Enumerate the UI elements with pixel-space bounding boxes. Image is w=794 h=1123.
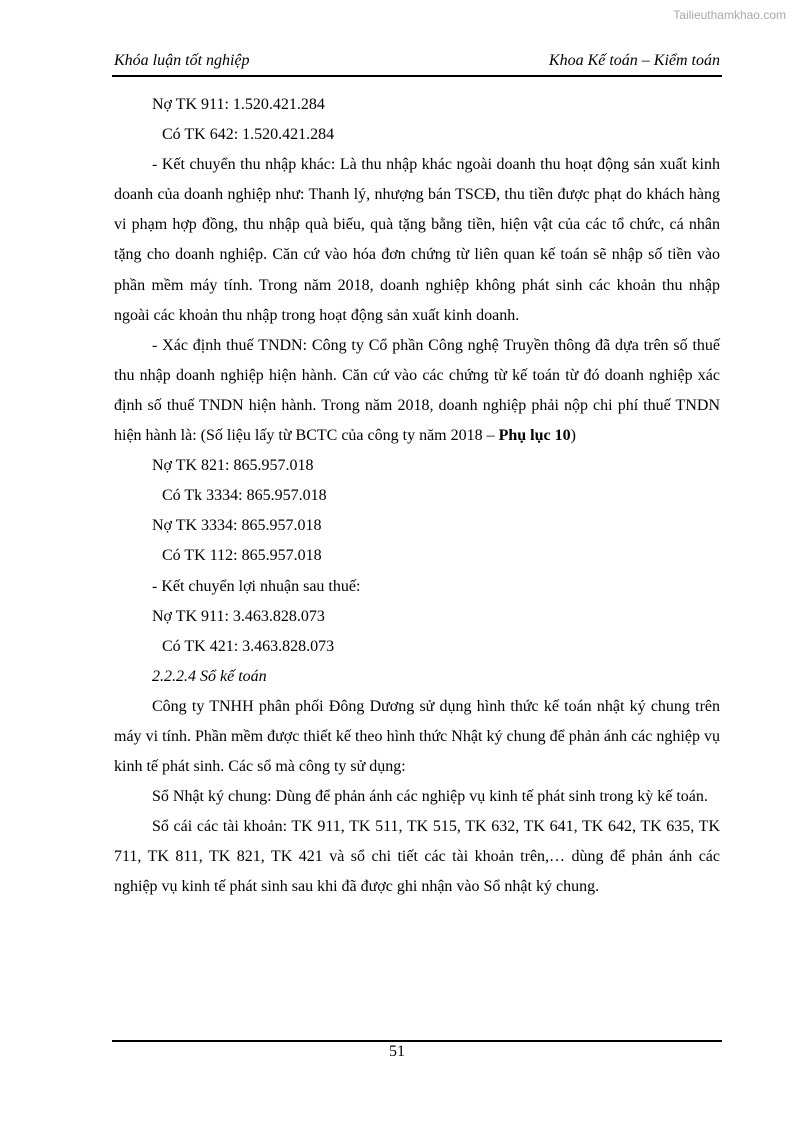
entry4-credit: Có TK 421: 3.463.828.073 — [162, 637, 335, 655]
entry2-debit: Nợ TK 821: 865.957.018 — [152, 457, 314, 475]
entry4-debit: Nợ TK 911: 3.463.828.073 — [152, 607, 325, 625]
tax-paragraph-close: ) — [570, 427, 576, 445]
tax-paragraph-text: - Xác định thuế TNDN: Công ty Cổ phần Công nghệ Truyền thông đã dựa trên số thuế thu nhập doanh nghiệp hiện hành. Căn cứ vào các chứng từ kế toán từ đó doanh nghiệp xác định số thuế TNDN hiện hành. Trong năm 2018, doanh nghiệp phải nộp chi phí thuế TNDN hiện hành là: (Số liệu lấy từ BCTC của công ty năm 2018 – — [114, 336, 720, 445]
entry3-credit: Có TK 112: 865.957.018 — [162, 547, 322, 565]
watermark-text: Tailieuthamkhao.com — [673, 8, 786, 22]
page-header — [114, 51, 720, 71]
entry3-debit: Nợ TK 3334: 865.957.018 — [152, 517, 322, 535]
journal-paragraph: Sổ Nhật ký chung: Dùng để phản ánh các nghiệp vụ kinh tế phát sinh trong kỳ kế toán. — [152, 788, 708, 806]
document-body — [114, 90, 720, 903]
header-left-title: Khóa luận tốt nghiệp — [114, 52, 250, 69]
entry1-debit: Nợ TK 911: 1.520.421.284 — [152, 96, 325, 113]
other-income-paragraph: - Kết chuyển thu nhập khác: Là thu nhập khác ngoài doanh thu hoạt động sản xuất kinh doanh của doanh nghiệp như: Thanh lý, nhượng bán TSCĐ, thu tiền được phạt do khách hàng vi phạm hợp đồng, thu nhập quà biếu, quà tặng bằng tiền, hiện vật của các tổ chức, cá nhân tặng cho doanh nghiệp. Căn cứ vào hóa đơn chứng từ liên quan kế toán sẽ nhập số tiền vào phần mềm máy tính. Trong năm 2018, doanh nghiệp không phát sinh các khoản thu nhập ngoài các khoản thu nhập trong hoạt động sản xuất kinh doanh. — [114, 156, 720, 324]
header-right-title: Khoa Kế toán – Kiểm toán — [548, 52, 720, 69]
company-paragraph: Công ty TNHH phân phối Đông Dương sử dụng hình thức kế toán nhật ký chung trên máy vi tính. Phần mềm được thiết kế theo hình thức Nhật ký chung để phản ánh các nghiệp vụ kinh tế phát sinh. Các sổ mà công ty sử dụng: — [114, 697, 720, 776]
tax-appendix-ref: Phụ lục 10 — [498, 427, 571, 445]
profit-transfer-line: - Kết chuyển lợi nhuận sau thuế: — [152, 577, 361, 595]
entry2-credit: Có Tk 3334: 865.957.018 — [162, 487, 327, 505]
entry1-credit: Có TK 642: 1.520.421.284 — [162, 126, 335, 144]
ledger-paragraph: Sổ cái các tài khoản: TK 911, TK 511, TK 515, TK 632, TK 641, TK 642, TK 635, TK 711, TK 811, TK 821, TK 421 và sổ chi tiết các tài khoản trên,… dùng để phản ánh các nghiệp vụ kinh tế phát sinh sau khi đã được ghi nhận vào Sổ nhật ký chung. — [114, 818, 720, 896]
page-number: 51 — [389, 1043, 405, 1060]
section-heading: 2.2.2.4 Sổ kế toán — [152, 667, 267, 685]
header-divider — [112, 75, 722, 77]
tax-paragraph — [114, 331, 720, 451]
